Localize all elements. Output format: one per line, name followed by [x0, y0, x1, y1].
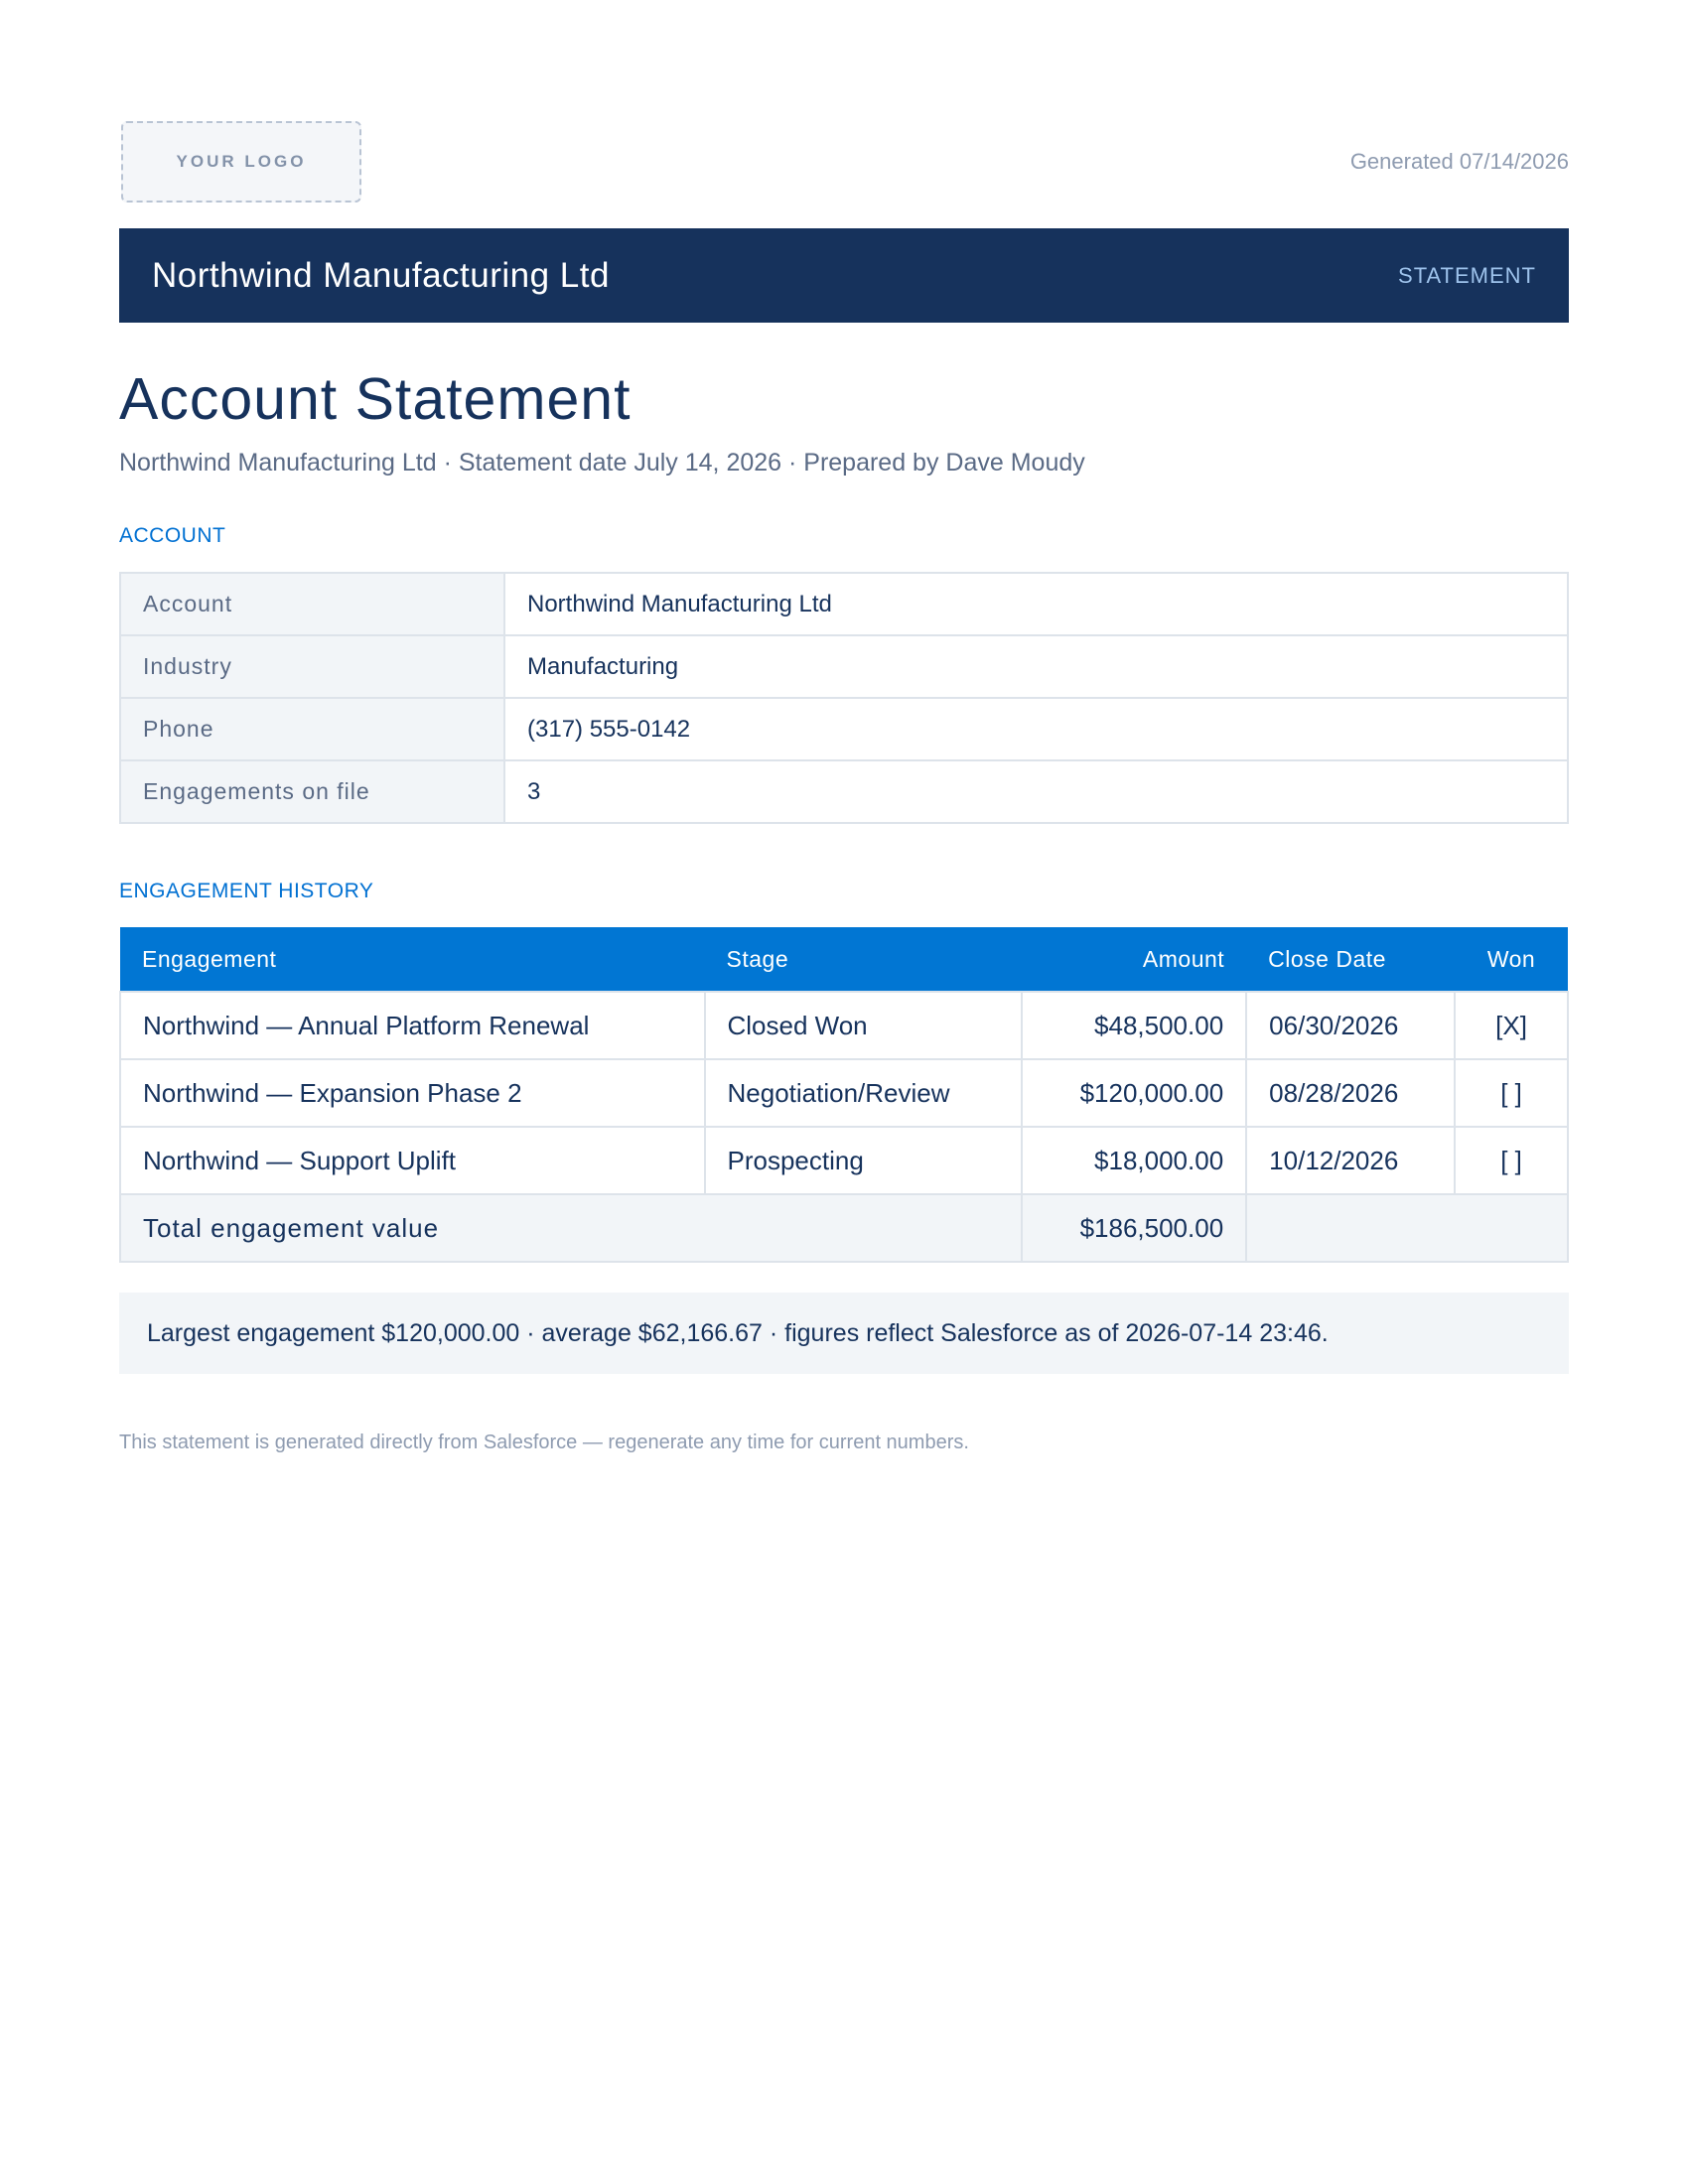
summary-note	[119, 1293, 1569, 1374]
total-value: $186,500.00	[1022, 1194, 1246, 1262]
engagement-won: [ ]	[1455, 1059, 1568, 1127]
account-row	[120, 635, 1568, 698]
column-header-stage: Stage	[705, 927, 1023, 992]
engagement-close-date: 10/12/2026	[1246, 1127, 1455, 1194]
column-header-amount: Amount	[1022, 927, 1246, 992]
total-row	[120, 1194, 1568, 1262]
engagement-won: [ ]	[1455, 1127, 1568, 1194]
account-row-key: Engagements on file	[120, 760, 504, 823]
banner-company-name: Northwind Manufacturing Ltd	[152, 255, 610, 295]
column-header-won: Won	[1455, 927, 1568, 992]
footer-note: This statement is generated directly from Salesforce — regenerate any time for current numbers.	[119, 1432, 969, 1453]
engagement-amount: $48,500.00	[1022, 992, 1246, 1059]
total-label: Total engagement value	[120, 1194, 1022, 1262]
total-empty-cell	[1246, 1194, 1568, 1262]
account-row-key: Industry	[120, 635, 504, 698]
engagement-stage: Prospecting	[705, 1127, 1023, 1194]
account-row-key: Account	[120, 573, 504, 635]
company-banner	[119, 228, 1569, 323]
engagement-amount: $18,000.00	[1022, 1127, 1246, 1194]
column-header-engagement: Engagement	[120, 927, 705, 992]
engagement-header-row	[120, 927, 1568, 992]
section-label-engagement-history: ENGAGEMENT HISTORY	[119, 880, 374, 902]
engagement-name: Northwind — Expansion Phase 2	[120, 1059, 705, 1127]
section-label-account: ACCOUNT	[119, 524, 226, 547]
engagement-name: Northwind — Support Uplift	[120, 1127, 705, 1194]
engagement-close-date: 08/28/2026	[1246, 1059, 1455, 1127]
column-header-close-date: Close Date	[1246, 927, 1455, 992]
engagement-name: Northwind — Annual Platform Renewal	[120, 992, 705, 1059]
account-row	[120, 573, 1568, 635]
account-table	[119, 572, 1569, 824]
generated-date: Generated 07/14/2026	[1349, 149, 1569, 174]
summary-note-text: Largest engagement $120,000.00 · average $62,166.67 · figures reflect Salesforce as of 2026-07-14 23:46.	[147, 1318, 1329, 1347]
engagement-close-date: 06/30/2026	[1246, 992, 1455, 1059]
engagement-stage: Closed Won	[705, 992, 1023, 1059]
top-row	[119, 121, 1569, 205]
engagement-stage: Negotiation/Review	[705, 1059, 1023, 1127]
account-row-key: Phone	[120, 698, 504, 760]
page-title: Account Statement	[119, 366, 632, 432]
table-row	[120, 1059, 1568, 1127]
logo-text: YOUR LOGO	[176, 152, 307, 171]
page-subtitle: Northwind Manufacturing Ltd · Statement date July 14, 2026 · Prepared by Dave Moudy	[119, 449, 1085, 477]
logo-placeholder	[121, 121, 361, 203]
engagement-amount: $120,000.00	[1022, 1059, 1246, 1127]
account-row-value: Manufacturing	[504, 635, 1568, 698]
account-row-value: Northwind Manufacturing Ltd	[504, 573, 1568, 635]
table-row	[120, 992, 1568, 1059]
engagement-table	[119, 927, 1569, 1263]
engagement-won: [X]	[1455, 992, 1568, 1059]
account-row-value: 3	[504, 760, 1568, 823]
account-row-value: (317) 555-0142	[504, 698, 1568, 760]
table-row	[120, 1127, 1568, 1194]
account-row	[120, 698, 1568, 760]
banner-tag: STATEMENT	[1398, 262, 1536, 288]
account-row	[120, 760, 1568, 823]
